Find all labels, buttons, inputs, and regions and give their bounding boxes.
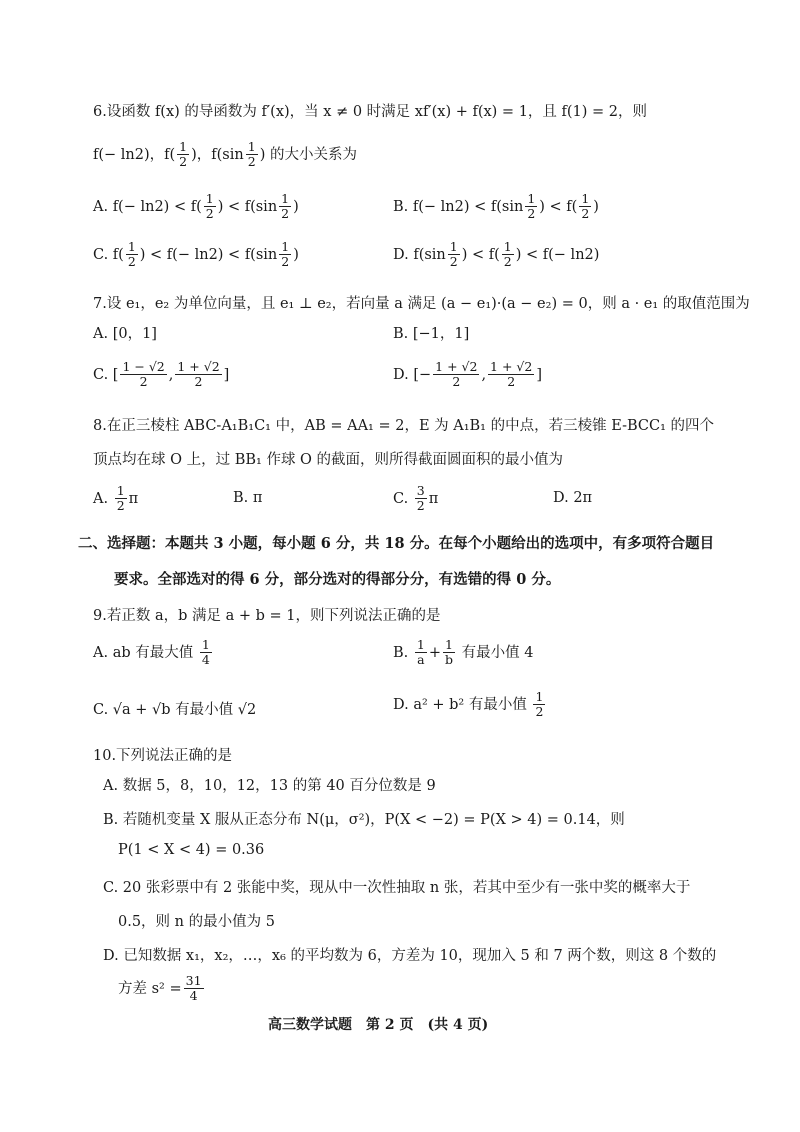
fraction: $\frac{1}{b}$ — [444, 637, 453, 668]
q8-option-a: A. $\frac{1}{2}$ π — [93, 483, 139, 514]
fraction: $\frac{1}{2}$ — [503, 239, 512, 270]
q10-option-a: A. 数据 5，8，10，12，13 的第 40 百分位数是 9 — [103, 778, 436, 794]
fraction: $\frac{1}{2}$ — [581, 191, 590, 222]
fraction: $\frac{1}{2}$ — [205, 191, 214, 222]
q8-stem-line2: 顶点均在球 O 上，过 BB₁ 作球 O 的截面，则所得截面圆面积的最小值为 — [93, 452, 564, 468]
q10-option-c-line2: 0.5，则 n 的最小值为 5 — [118, 914, 275, 930]
q9-option-d: D. a² + b² 有最小值 $\frac{1}{2}$ — [393, 689, 544, 720]
fraction: $\frac{1 + √2}{2}$ — [177, 359, 220, 390]
q10-option-b-line1: B. 若随机变量 X 服从正态分布 N(μ，σ²)，P(X < −2) = P(X > 4) = 0.14，则 — [103, 812, 625, 828]
q6-option-b: B. f(− ln2) < f(sin $\frac{1}{2}$ ) < f( $\frac{1}{2}$ ) — [393, 191, 599, 222]
q8-option-d: D. 2π — [553, 490, 593, 506]
page-footer: 高三数学试题 第 2 页 (共 4 页) — [268, 1017, 489, 1033]
q10-option-b-line2: P(1 < X < 4) = 0.36 — [118, 842, 265, 858]
q7-stem: 7.设 e₁，e₂ 为单位向量，且 e₁ ⊥ e₂，若向量 a 满足 (a − e₁)·(a − e₂) = 0，则 a · e₁ 的取值范围为 — [93, 296, 750, 312]
q9-option-a: A. ab 有最大值 $\frac{1}{4}$ — [93, 637, 210, 668]
q9-stem: 9.若正数 a，b 满足 a + b = 1，则下列说法正确的是 — [93, 608, 441, 624]
q9-option-b: B. $\frac{1}{a}$ + $\frac{1}{b}$ 有最小值 4 — [393, 637, 534, 668]
q6-stem-line1: 6.设函数 f(x) 的导函数为 f′(x)，当 x ≠ 0 时满足 xf′(x) + f(x) = 1，且 f(1) = 2，则 — [93, 104, 648, 120]
q8-option-b: B. π — [233, 490, 263, 506]
q7-option-c: C. [ $\frac{1 - √2}{2}$ , $\frac{1 + √2}{2}$ ] — [93, 359, 230, 390]
fraction: $\frac{1 + √2}{2}$ — [490, 359, 533, 390]
section-2-header-line1: 二、选择题：本题共 3 小题，每小题 6 分，共 18 分。在每个小题给出的选项中，有多项符合题目 — [78, 535, 715, 552]
q7-option-a: A. [0，1] — [93, 326, 157, 342]
q6-stem-line2: f(− ln2)，f( $\frac{1}{2}$ )，f(sin $\frac{1}{2}$ ) 的大小关系为 — [93, 139, 357, 170]
fraction: $\frac{1}{2}$ — [449, 239, 458, 270]
fraction: $\frac{1}{2}$ — [127, 239, 136, 270]
q7-option-d: D. [− $\frac{1 + √2}{2}$ , $\frac{1 + √2}{2}$ ] — [393, 359, 543, 390]
section-2-header-line2: 要求。全部选对的得 6 分，部分选对的得部分分，有选错的得 0 分。 — [114, 571, 561, 588]
q10-stem: 10.下列说法正确的是 — [93, 748, 233, 764]
fraction: $\frac{1}{a}$ — [416, 637, 425, 668]
fraction: $\frac{3}{2}$ — [416, 483, 425, 514]
q10-option-d-line2: 方差 s² = $\frac{31}{4}$ — [118, 973, 202, 1004]
q9-option-c: C. √a + √b 有最小值 √2 — [93, 702, 257, 718]
fraction: $\frac{1}{2}$ — [116, 483, 125, 514]
fraction: $\frac{1 + √2}{2}$ — [435, 359, 478, 390]
q8-option-c: C. $\frac{3}{2}$ π — [393, 483, 439, 514]
q6-option-a: A. f(− ln2) < f( $\frac{1}{2}$ ) < f(sin $\frac{1}{2}$ ) — [93, 191, 299, 222]
fraction: $\frac{1}{2}$ — [179, 139, 188, 170]
fraction: $\frac{1}{2}$ — [281, 239, 290, 270]
q7-option-b: B. [−1，1] — [393, 326, 470, 342]
q8-stem-line1: 8.在正三棱柱 ABC-A₁B₁C₁ 中，AB = AA₁ = 2，E 为 A₁B₁ 的中点，若三棱锥 E-BCC₁ 的四个 — [93, 418, 715, 434]
fraction: $\frac{1}{2}$ — [281, 191, 290, 222]
fraction: $\frac{1}{2}$ — [527, 191, 536, 222]
q10-option-c-line1: C. 20 张彩票中有 2 张能中奖，现从中一次性抽取 n 张，若其中至少有一张中奖的概率大于 — [103, 880, 691, 896]
q6-option-d: D. f(sin $\frac{1}{2}$ ) < f( $\frac{1}{2}$ ) < f(− ln2) — [393, 239, 600, 270]
fraction: $\frac{1}{2}$ — [535, 689, 544, 720]
fraction: $\frac{1}{4}$ — [201, 637, 210, 668]
fraction: $\frac{1 - √2}{2}$ — [122, 359, 165, 390]
q10-option-d-line1: D. 已知数据 x₁，x₂，…，x₆ 的平均数为 6，方差为 10，现加入 5 和 7 两个数，则这 8 个数的 — [103, 948, 717, 964]
q6-option-c: C. f( $\frac{1}{2}$ ) < f(− ln2) < f(sin $\frac{1}{2}$ ) — [93, 239, 299, 270]
fraction: $\frac{1}{2}$ — [247, 139, 256, 170]
fraction: $\frac{31}{4}$ — [185, 973, 202, 1004]
